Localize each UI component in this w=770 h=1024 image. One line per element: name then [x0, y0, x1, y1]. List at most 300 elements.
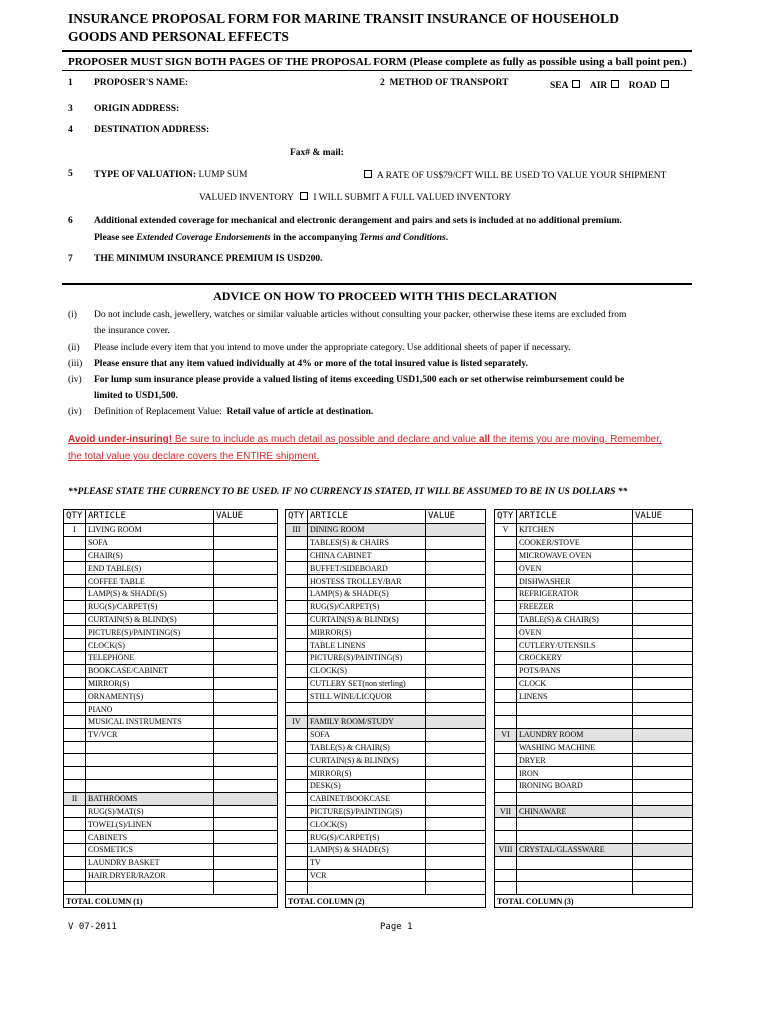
total-value-cell[interactable] — [426, 895, 486, 908]
lump-sum-option — [360, 170, 666, 181]
qty-cell[interactable] — [286, 767, 308, 780]
table-row — [495, 651, 693, 664]
value-cell[interactable] — [633, 843, 693, 856]
qty-cell[interactable] — [64, 869, 86, 882]
table-row — [64, 651, 278, 664]
article-cell: LAMP(S) & SHADE(S) — [308, 843, 426, 856]
article-header: ARTICLE — [86, 510, 214, 524]
destination-address-label: DESTINATION ADDRESS: — [94, 125, 210, 135]
qty-header: QTY — [286, 510, 308, 524]
valued-inventory-checkbox[interactable] — [300, 192, 308, 200]
value-cell[interactable] — [633, 882, 693, 895]
value-cell[interactable] — [426, 651, 486, 664]
section-number: III — [286, 524, 308, 537]
value-cell[interactable] — [633, 562, 693, 575]
value-cell[interactable] — [214, 754, 278, 767]
value-cell[interactable] — [426, 575, 486, 588]
section-number: VI — [495, 728, 517, 741]
value-cell[interactable] — [426, 856, 486, 869]
article-cell: MIRROR(S) — [308, 767, 426, 780]
q3-number: 3 — [68, 104, 73, 114]
value-cell[interactable] — [214, 767, 278, 780]
value-cell[interactable] — [633, 715, 693, 728]
section-number: IV — [286, 715, 308, 728]
article-cell — [86, 754, 214, 767]
table-row — [286, 728, 486, 741]
table-row — [64, 856, 278, 869]
value-cell[interactable] — [214, 792, 278, 805]
section-title: DINING ROOM — [308, 524, 426, 537]
qty-cell[interactable] — [64, 843, 86, 856]
value-cell[interactable] — [633, 690, 693, 703]
qty-cell[interactable] — [495, 882, 517, 895]
value-cell[interactable] — [426, 703, 486, 716]
article-cell: TABLE LINENS — [308, 639, 426, 652]
value-cell[interactable] — [426, 818, 486, 831]
table-row — [64, 562, 278, 575]
qty-cell[interactable] — [286, 792, 308, 805]
value-cell[interactable] — [426, 690, 486, 703]
qty-cell[interactable] — [286, 677, 308, 690]
warning-text-c: the total value you declare covers the ENTIRE shipment. — [68, 451, 320, 462]
value-cell[interactable] — [426, 843, 486, 856]
value-cell[interactable] — [426, 728, 486, 741]
advice-iv2-number: (iv) — [68, 407, 82, 417]
value-cell[interactable] — [426, 549, 486, 562]
value-cell[interactable] — [426, 792, 486, 805]
table-row — [495, 626, 693, 639]
qty-cell[interactable] — [64, 767, 86, 780]
article-cell: MIRROR(S) — [86, 677, 214, 690]
qty-cell[interactable] — [495, 754, 517, 767]
table-row — [495, 575, 693, 588]
value-cell[interactable] — [633, 767, 693, 780]
form-title: INSURANCE PROPOSAL FORM FOR MARINE TRANSIT INSURANCE OF HOUSEHOLD GOODS AND PERSONAL EFFECTS — [68, 11, 620, 44]
qty-cell[interactable] — [64, 728, 86, 741]
qty-cell[interactable] — [64, 690, 86, 703]
warning-text-b: the items you are moving. Remember, — [490, 434, 662, 445]
table-row — [286, 703, 486, 716]
qty-cell[interactable] — [286, 690, 308, 703]
advice-iv-line1: For lump sum insurance please provide a valued listing of items exceeding USD1,500 each or set otherwise reimbursement could be — [94, 375, 625, 385]
table-row — [495, 562, 693, 575]
qty-cell[interactable] — [495, 792, 517, 805]
section-row — [64, 524, 278, 537]
table-header-row — [64, 510, 278, 524]
qty-cell[interactable] — [495, 562, 517, 575]
qty-cell[interactable] — [286, 562, 308, 575]
qty-cell[interactable] — [64, 626, 86, 639]
value-cell[interactable] — [633, 575, 693, 588]
table-row — [64, 613, 278, 626]
endorsements-link: Extended Coverage Endorsements — [136, 233, 271, 243]
qty-cell[interactable] — [64, 587, 86, 600]
article-cell: LINENS — [517, 690, 633, 703]
value-cell[interactable] — [633, 549, 693, 562]
total-column-label: TOTAL COLUMN (2) — [286, 895, 426, 908]
value-cell[interactable] — [426, 639, 486, 652]
q7-number: 7 — [68, 254, 73, 264]
article-cell — [517, 792, 633, 805]
qty-cell[interactable] — [495, 831, 517, 844]
valuation-type-label: TYPE OF VALUATION: — [94, 170, 197, 180]
article-cell: BOOKCASE/CABINET — [86, 664, 214, 677]
qty-cell[interactable] — [64, 613, 86, 626]
transport-road-label: ROAD — [628, 81, 657, 91]
article-cell: TELEPHONE — [86, 651, 214, 664]
value-cell[interactable] — [214, 613, 278, 626]
qty-cell[interactable] — [286, 856, 308, 869]
qty-cell[interactable] — [286, 626, 308, 639]
table-row — [64, 575, 278, 588]
value-cell[interactable] — [633, 741, 693, 754]
value-cell[interactable] — [633, 805, 693, 818]
value-cell[interactable] — [214, 818, 278, 831]
replacement-value-definition — [94, 407, 373, 417]
value-cell[interactable] — [633, 651, 693, 664]
table-row — [64, 843, 278, 856]
value-cell[interactable] — [633, 856, 693, 869]
qty-cell[interactable] — [64, 677, 86, 690]
article-cell: VCR — [308, 869, 426, 882]
qty-cell[interactable] — [64, 639, 86, 652]
qty-cell[interactable] — [495, 690, 517, 703]
advice-iv-number: (iv) — [68, 375, 82, 385]
article-cell: POTS/PANS — [517, 664, 633, 677]
table-row — [286, 562, 486, 575]
value-cell[interactable] — [214, 524, 278, 537]
qty-cell[interactable] — [286, 600, 308, 613]
value-cell[interactable] — [633, 779, 693, 792]
qty-cell[interactable] — [64, 536, 86, 549]
value-cell[interactable] — [633, 869, 693, 882]
value-cell[interactable] — [214, 805, 278, 818]
article-cell: OVEN — [517, 626, 633, 639]
value-cell[interactable] — [633, 754, 693, 767]
qty-cell[interactable] — [495, 549, 517, 562]
table-row — [64, 767, 278, 780]
qty-cell[interactable] — [64, 754, 86, 767]
qty-cell[interactable] — [286, 843, 308, 856]
value-cell[interactable] — [633, 728, 693, 741]
article-cell: TOWEL(S)/LINEN — [86, 818, 214, 831]
article-cell: IRONING BOARD — [517, 779, 633, 792]
table-row — [495, 869, 693, 882]
qty-cell[interactable] — [495, 856, 517, 869]
table-row — [286, 843, 486, 856]
value-cell[interactable] — [633, 831, 693, 844]
table-row — [286, 651, 486, 664]
table-row — [286, 882, 486, 895]
qty-cell[interactable] — [286, 587, 308, 600]
qty-cell[interactable] — [495, 741, 517, 754]
value-cell[interactable] — [214, 664, 278, 677]
value-cell[interactable] — [633, 524, 693, 537]
warning-text-a: Be sure to include as much detail as possible and declare and value — [172, 434, 479, 445]
lump-sum-checkbox[interactable] — [364, 170, 372, 178]
section-number: VIII — [495, 843, 517, 856]
qty-cell[interactable] — [64, 882, 86, 895]
qty-cell[interactable] — [286, 818, 308, 831]
value-cell[interactable] — [214, 831, 278, 844]
value-cell[interactable] — [214, 587, 278, 600]
value-cell[interactable] — [214, 651, 278, 664]
total-row — [495, 895, 693, 908]
qty-cell[interactable] — [64, 651, 86, 664]
table-row — [495, 639, 693, 652]
value-cell[interactable] — [633, 792, 693, 805]
value-cell[interactable] — [633, 703, 693, 716]
article-table-1 — [63, 509, 278, 908]
transport-options — [550, 80, 672, 91]
article-cell: TABLES(S) & CHAIRS — [308, 536, 426, 549]
value-cell[interactable] — [426, 805, 486, 818]
qty-cell[interactable] — [286, 651, 308, 664]
value-cell[interactable] — [214, 562, 278, 575]
qty-cell[interactable] — [64, 831, 86, 844]
value-cell[interactable] — [426, 741, 486, 754]
qty-cell[interactable] — [495, 703, 517, 716]
qty-cell[interactable] — [286, 703, 308, 716]
value-cell[interactable] — [426, 677, 486, 690]
value-header: VALUE — [426, 510, 486, 524]
transport-air-checkbox[interactable] — [611, 80, 619, 88]
qty-cell[interactable] — [495, 639, 517, 652]
value-cell[interactable] — [426, 626, 486, 639]
section-row — [495, 524, 693, 537]
value-cell[interactable] — [426, 613, 486, 626]
value-cell[interactable] — [426, 536, 486, 549]
table-row — [495, 587, 693, 600]
qty-cell[interactable] — [64, 600, 86, 613]
value-cell[interactable] — [633, 818, 693, 831]
qty-cell[interactable] — [495, 818, 517, 831]
article-cell: IRON — [517, 767, 633, 780]
qty-cell[interactable] — [64, 856, 86, 869]
section-number: VII — [495, 805, 517, 818]
value-cell[interactable] — [214, 575, 278, 588]
article-cell: CABINET/BOOKCASE — [308, 792, 426, 805]
article-cell — [517, 831, 633, 844]
table-row — [495, 779, 693, 792]
qty-cell[interactable] — [286, 613, 308, 626]
table-header-row — [286, 510, 486, 524]
table-row — [495, 754, 693, 767]
article-cell — [86, 767, 214, 780]
qty-cell[interactable] — [495, 536, 517, 549]
qty-cell[interactable] — [64, 779, 86, 792]
value-cell[interactable] — [426, 562, 486, 575]
value-cell[interactable] — [426, 754, 486, 767]
article-cell: ORNAMENT(S) — [86, 690, 214, 703]
qty-cell[interactable] — [495, 626, 517, 639]
qty-cell[interactable] — [286, 664, 308, 677]
value-cell[interactable] — [214, 677, 278, 690]
article-cell: RUG(S)/CARPET(S) — [308, 831, 426, 844]
qty-cell[interactable] — [64, 818, 86, 831]
qty-cell[interactable] — [286, 575, 308, 588]
value-cell[interactable] — [633, 600, 693, 613]
page-number: Page 1 — [380, 922, 413, 932]
transport-sea-checkbox[interactable] — [572, 80, 580, 88]
table-row — [286, 664, 486, 677]
article-cell — [86, 779, 214, 792]
value-cell[interactable] — [214, 843, 278, 856]
qty-cell[interactable] — [64, 562, 86, 575]
advice-i-line1: Do not include cash, jewellery, watches or similar valuable articles without consulting your packer, otherwise these items are excluded from — [94, 310, 627, 320]
article-cell: DRYER — [517, 754, 633, 767]
value-header: VALUE — [214, 510, 278, 524]
table-row — [64, 805, 278, 818]
qty-cell[interactable] — [64, 575, 86, 588]
table-row — [64, 549, 278, 562]
lump-sum-rate-text: A RATE OF US$79/CFT WILL BE USED TO VALUE YOUR SHIPMENT — [376, 171, 667, 181]
valuation-type — [94, 170, 247, 180]
table-row — [286, 779, 486, 792]
qty-cell[interactable] — [495, 715, 517, 728]
qty-cell[interactable] — [495, 575, 517, 588]
total-row — [286, 895, 486, 908]
qty-cell[interactable] — [64, 805, 86, 818]
qty-cell[interactable] — [495, 677, 517, 690]
qty-cell[interactable] — [64, 741, 86, 754]
article-table-3 — [494, 509, 693, 908]
value-cell[interactable] — [426, 587, 486, 600]
table-row — [286, 831, 486, 844]
qty-cell[interactable] — [495, 664, 517, 677]
table-row — [286, 613, 486, 626]
total-value-cell[interactable] — [214, 895, 278, 908]
transport-road-checkbox[interactable] — [661, 80, 669, 88]
article-table-2 — [285, 509, 486, 908]
qty-cell[interactable] — [286, 536, 308, 549]
minimum-premium-text: THE MINIMUM INSURANCE PREMIUM IS USD200. — [94, 254, 323, 264]
value-cell[interactable] — [426, 767, 486, 780]
table-row — [286, 818, 486, 831]
transport-sea-label: SEA — [550, 81, 569, 91]
table-row — [495, 856, 693, 869]
value-cell[interactable] — [214, 600, 278, 613]
value-cell[interactable] — [214, 869, 278, 882]
table-row — [286, 805, 486, 818]
qty-cell[interactable] — [286, 639, 308, 652]
value-cell[interactable] — [426, 882, 486, 895]
value-cell[interactable] — [214, 856, 278, 869]
value-cell[interactable] — [633, 677, 693, 690]
qty-cell[interactable] — [286, 805, 308, 818]
value-cell[interactable] — [214, 626, 278, 639]
value-cell[interactable] — [633, 613, 693, 626]
article-cell: OVEN — [517, 562, 633, 575]
qty-cell[interactable] — [286, 869, 308, 882]
qty-cell[interactable] — [286, 754, 308, 767]
qty-cell[interactable] — [495, 869, 517, 882]
value-cell[interactable] — [214, 690, 278, 703]
value-cell[interactable] — [214, 639, 278, 652]
terms-dot: . — [445, 233, 449, 243]
qty-cell[interactable] — [495, 613, 517, 626]
total-value-cell[interactable] — [633, 895, 693, 908]
article-cell: RUG(S)/CARPET(S) — [86, 600, 214, 613]
article-cell: PICTURE(S)/PAINTING(S) — [308, 651, 426, 664]
qty-cell[interactable] — [64, 703, 86, 716]
article-cell — [517, 869, 633, 882]
table-row — [495, 677, 693, 690]
value-cell[interactable] — [214, 703, 278, 716]
table-row — [495, 715, 693, 728]
table-row — [64, 831, 278, 844]
table-row — [64, 818, 278, 831]
fax-mail-label: Fax# & mail: — [290, 148, 344, 158]
qty-cell[interactable] — [64, 664, 86, 677]
value-cell[interactable] — [214, 741, 278, 754]
qty-cell[interactable] — [286, 728, 308, 741]
value-cell[interactable] — [633, 536, 693, 549]
qty-cell[interactable] — [495, 587, 517, 600]
value-cell[interactable] — [426, 524, 486, 537]
article-cell: LAMP(S) & SHADE(S) — [86, 587, 214, 600]
value-cell[interactable] — [426, 869, 486, 882]
advice-iv-line2: limited to USD1,500. — [94, 391, 178, 401]
qty-cell[interactable] — [286, 779, 308, 792]
qty-cell[interactable] — [286, 831, 308, 844]
qty-cell[interactable] — [64, 549, 86, 562]
q1-number: 1 — [68, 78, 73, 88]
table-row — [495, 792, 693, 805]
article-cell: MUSICAL INSTRUMENTS — [86, 715, 214, 728]
article-cell: LAMP(S) & SHADE(S) — [308, 587, 426, 600]
qty-cell[interactable] — [286, 882, 308, 895]
qty-cell[interactable] — [495, 767, 517, 780]
value-cell[interactable] — [214, 715, 278, 728]
qty-cell[interactable] — [286, 741, 308, 754]
qty-cell[interactable] — [495, 600, 517, 613]
value-cell[interactable] — [426, 715, 486, 728]
section-row — [495, 805, 693, 818]
qty-cell[interactable] — [286, 549, 308, 562]
q2-number: 2 — [380, 78, 385, 88]
article-cell — [308, 703, 426, 716]
value-cell[interactable] — [426, 664, 486, 677]
value-cell[interactable] — [633, 626, 693, 639]
table-row — [495, 703, 693, 716]
qty-cell[interactable] — [495, 779, 517, 792]
table-row — [495, 767, 693, 780]
value-cell[interactable] — [633, 587, 693, 600]
article-cell: SOFA — [86, 536, 214, 549]
article-cell: CURTAIN(S) & BLIND(S) — [86, 613, 214, 626]
qty-cell[interactable] — [495, 651, 517, 664]
extended-coverage-text: Additional extended coverage for mechanical and electronic derangement and pairs and sets is included at no additional premium. — [94, 216, 622, 226]
value-cell[interactable] — [633, 639, 693, 652]
extended-coverage-note — [94, 233, 448, 243]
value-cell[interactable] — [214, 536, 278, 549]
value-cell[interactable] — [426, 600, 486, 613]
value-cell[interactable] — [426, 831, 486, 844]
table-row — [286, 741, 486, 754]
table-row — [495, 882, 693, 895]
table-row — [64, 600, 278, 613]
value-cell[interactable] — [214, 728, 278, 741]
qty-cell[interactable] — [64, 715, 86, 728]
article-cell: CHINA CABINET — [308, 549, 426, 562]
value-cell[interactable] — [633, 664, 693, 677]
value-cell[interactable] — [214, 882, 278, 895]
value-cell[interactable] — [426, 779, 486, 792]
article-cell: MIRROR(S) — [308, 626, 426, 639]
value-cell[interactable] — [214, 549, 278, 562]
value-cell[interactable] — [214, 779, 278, 792]
